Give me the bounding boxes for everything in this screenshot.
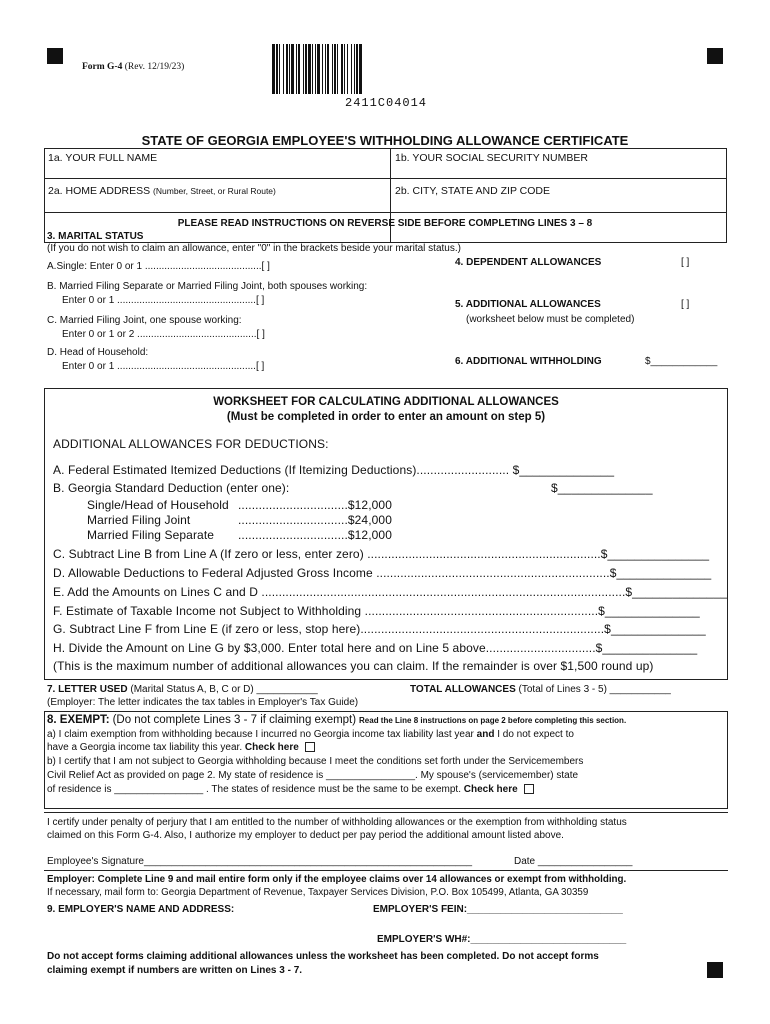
exempt-instructions: Read the Line 8 instructions on page 2 before completing this section. bbox=[359, 716, 627, 725]
marital-option-hoh[interactable]: Enter 0 or 1 ..................................................[ ] bbox=[62, 361, 265, 372]
std-deduction-mfj: Married Filing Joint bbox=[87, 513, 191, 527]
exempt-hint: (Do not complete Lines 3 - 7 if claiming exempt) bbox=[112, 714, 357, 726]
worksheet-line-c[interactable]: C. Subtract Line B from Line A (If zero or less, enter zero) ....................................................................$_______________ bbox=[53, 547, 710, 561]
barcode-bar bbox=[337, 44, 338, 94]
barcode-bar bbox=[286, 44, 288, 94]
letter-used-label: 7. LETTER USED bbox=[47, 684, 128, 695]
barcode-bar bbox=[291, 44, 294, 94]
full-name-input[interactable] bbox=[48, 163, 386, 177]
barcode-bar bbox=[289, 44, 290, 94]
instructions-banner: PLEASE READ INSTRUCTIONS ON REVERSE SIDE BEFORE COMPLETING LINES 3 – 8 bbox=[177, 218, 593, 229]
marital-option-hoh-label: D. Head of Household: bbox=[47, 347, 149, 358]
registration-mark-top-left bbox=[47, 48, 63, 64]
exempt-b-check-label: Check here bbox=[463, 784, 518, 795]
barcode-bar bbox=[334, 44, 336, 94]
full-name-label: 1a. YOUR FULL NAME bbox=[48, 152, 158, 164]
barcode-bar bbox=[341, 44, 343, 94]
worksheet-line-g[interactable]: G. Subtract Line F from Line E (if zero or less, stop here).......................................................................$______________ bbox=[53, 622, 706, 636]
exempt-a-text-2: have a Georgia income tax liability this year. bbox=[47, 742, 243, 753]
barcode-bar bbox=[344, 44, 345, 94]
worksheet-line-d[interactable]: D. Allowable Deductions to Federal Adjusted Gross Income ....................................................................$______________ bbox=[53, 566, 712, 580]
total-allowances-label: TOTAL ALLOWANCES bbox=[410, 684, 516, 695]
barcode-bar bbox=[356, 44, 358, 94]
home-address-label-line bbox=[48, 185, 276, 197]
letter-used-line bbox=[47, 684, 318, 695]
barcode-bar bbox=[276, 44, 278, 94]
barcode bbox=[270, 44, 438, 96]
dependent-allowances-input[interactable]: [ ] bbox=[681, 257, 690, 268]
marital-option-mfj-label: C. Married Filing Joint, one spouse working: bbox=[47, 315, 242, 326]
barcode-bar bbox=[308, 44, 311, 94]
barcode-bar bbox=[317, 44, 320, 94]
worksheet-note: (This is the maximum number of additional allowances you can claim. If the remainder is over $1,500 round up) bbox=[53, 659, 654, 673]
city-state-zip-input[interactable] bbox=[395, 197, 723, 211]
employer-mail-address: If necessary, mail form to: Georgia Department of Revenue, Taxpayer Services Division, P.O. Box 105499, Atlanta, GA 30359 bbox=[47, 887, 589, 898]
additional-allowances-input[interactable]: [ ] bbox=[681, 299, 690, 310]
worksheet-line-h[interactable]: H. Divide the Amount on Line G by $3,000. Enter total here and on Line 5 above................................$______________ bbox=[53, 641, 698, 655]
barcode-bar bbox=[327, 44, 329, 94]
barcode-bar bbox=[322, 44, 323, 94]
exempt-label: 8. EXEMPT: bbox=[47, 714, 110, 726]
worksheet-line-b-amount[interactable]: $______________ bbox=[551, 481, 653, 495]
certify-line-2: claimed on this Form G-4. Also, I authorize my employer to deduct per pay period the additional amount listed above. bbox=[47, 830, 564, 841]
worksheet-deductions-heading: ADDITIONAL ALLOWANCES FOR DEDUCTIONS: bbox=[53, 437, 329, 451]
employee-signature-field[interactable]: Employee's Signature___________________________________________________________ bbox=[47, 856, 473, 867]
barcode-bar bbox=[303, 44, 304, 94]
barcode-bar bbox=[359, 44, 362, 94]
barcode-bar bbox=[315, 44, 316, 94]
additional-withholding-input[interactable]: $____________ bbox=[645, 356, 718, 367]
employer-instructions: Employer: Complete Line 9 and mail entire form only if the employee claims over 14 allowances or exempt from withholding. bbox=[47, 874, 627, 885]
exempt-b-line1: b) I certify that I am not subject to Georgia withholding because I meet the conditions set forth under the Servicemembers bbox=[47, 756, 584, 767]
additional-withholding-label: 6. ADDITIONAL WITHHOLDING bbox=[455, 356, 602, 367]
marital-option-single[interactable]: A.Single: Enter 0 or 1 ..........................................[ ] bbox=[47, 261, 270, 272]
exempt-b-text[interactable]: of residence is ________________ . The states of residence must be the same to be exempt. bbox=[47, 784, 461, 795]
exempt-a-line1 bbox=[47, 729, 574, 740]
signature-date-field[interactable]: Date _________________ bbox=[514, 856, 633, 867]
worksheet-title: WORKSHEET FOR CALCULATING ADDITIONAL ALLOWANCES bbox=[213, 396, 559, 408]
employer-wh-field[interactable]: EMPLOYER'S WH#:____________________________ bbox=[377, 934, 627, 945]
exempt-b-line3 bbox=[47, 784, 534, 795]
exempt-a-text-end: I do not expect to bbox=[494, 729, 574, 740]
barcode-bar bbox=[298, 44, 300, 94]
home-address-hint: (Number, Street, or Rural Route) bbox=[153, 186, 276, 196]
footer-warning-line-2: claiming exempt if numbers are written on Lines 3 - 7. bbox=[47, 965, 303, 976]
exempt-a-check-label: Check here bbox=[244, 742, 299, 753]
exempt-a-checkbox[interactable] bbox=[305, 742, 315, 752]
std-deduction-single: Single/Head of Household bbox=[87, 498, 229, 512]
ssn-label: 1b. YOUR SOCIAL SECURITY NUMBER bbox=[395, 152, 588, 164]
total-allowances-input[interactable]: (Total of Lines 3 - 5) ___________ bbox=[518, 684, 671, 695]
std-deduction-mfj-amount: ................................$24,000 bbox=[238, 513, 392, 527]
marital-option-mfs[interactable]: Enter 0 or 1 ..................................................[ ] bbox=[62, 295, 265, 306]
marital-option-mfj[interactable]: Enter 0 or 1 or 2 ...........................................[ ] bbox=[62, 329, 265, 340]
letter-used-input[interactable]: (Marital Status A, B, C or D) ___________ bbox=[130, 684, 318, 695]
barcode-bar bbox=[332, 44, 333, 94]
registration-mark-top-right bbox=[707, 48, 723, 64]
additional-allowances-note: (worksheet below must be completed) bbox=[466, 314, 635, 325]
total-allowances-line bbox=[410, 684, 671, 695]
home-address-input[interactable] bbox=[48, 197, 386, 211]
barcode-bar bbox=[296, 44, 297, 94]
marital-status-note: (If you do not wish to claim an allowance, enter "0" in the brackets beside your marital status.) bbox=[47, 243, 461, 254]
marital-option-mfs-label: B. Married Filing Separate or Married Filing Joint, both spouses working: bbox=[47, 281, 368, 292]
barcode-bar bbox=[347, 44, 348, 94]
barcode-bar bbox=[351, 44, 352, 94]
worksheet-line-a[interactable]: A. Federal Estimated Itemized Deductions (If Itemizing Deductions)........................... $______________ bbox=[53, 463, 615, 477]
worksheet-subtitle: (Must be completed in order to enter an amount on step 5) bbox=[226, 411, 546, 423]
barcode-bar bbox=[325, 44, 326, 94]
std-deduction-single-amount: ................................$12,000 bbox=[238, 498, 392, 512]
exempt-a-text: a) I claim exemption from withholding because I incurred no Georgia income tax liability last year bbox=[47, 729, 477, 740]
form-id-line bbox=[82, 62, 184, 72]
additional-allowances-label: 5. ADDITIONAL ALLOWANCES bbox=[455, 299, 601, 310]
footer-warning-line-1: Do not accept forms claiming additional allowances unless the worksheet has been completed. Do not accept forms bbox=[47, 951, 599, 962]
barcode-bar bbox=[272, 44, 275, 94]
exempt-heading-line bbox=[47, 714, 626, 726]
employer-letter-note: (Employer: The letter indicates the tax tables in Employer's Tax Guide) bbox=[47, 697, 359, 708]
exempt-a-and: and bbox=[476, 729, 495, 740]
barcode-bar bbox=[354, 44, 355, 94]
barcode-number: 2411C04014 bbox=[345, 96, 428, 110]
std-deduction-mfs: Married Filing Separate bbox=[87, 528, 215, 542]
exempt-b-checkbox[interactable] bbox=[524, 784, 534, 794]
dependent-allowances-label: 4. DEPENDENT ALLOWANCES bbox=[455, 257, 602, 268]
certify-line-1: I certify under penalty of perjury that I am entitled to the number of withholding allowances or the exemption from withholding status bbox=[47, 817, 627, 828]
worksheet-line-e[interactable]: E. Add the Amounts on Lines C and D ..........................................................................................................$______________ bbox=[53, 585, 728, 599]
std-deduction-mfs-amount: ................................$12,000 bbox=[238, 528, 392, 542]
form-title: STATE OF GEORGIA EMPLOYEE'S WITHHOLDING ALLOWANCE CERTIFICATE bbox=[141, 133, 629, 148]
ssn-input[interactable] bbox=[395, 163, 723, 177]
exempt-b-line2[interactable]: Civil Relief Act as provided on page 2. My state of residence is ________________. My spouse's (servicemember) state bbox=[47, 770, 579, 781]
barcode-bar bbox=[283, 44, 284, 94]
barcode-bar bbox=[305, 44, 307, 94]
form-revision: (Rev. 12/19/23) bbox=[124, 62, 185, 72]
worksheet-line-f[interactable]: F. Estimate of Taxable Income not Subject to Withholding ....................................................................$______________ bbox=[53, 604, 700, 618]
employer-fein-field[interactable]: EMPLOYER'S FEIN:____________________________ bbox=[373, 904, 623, 915]
form-id: Form G-4 bbox=[82, 62, 123, 72]
employer-name-label: 9. EMPLOYER'S NAME AND ADDRESS: bbox=[47, 904, 235, 915]
exempt-a-line2 bbox=[47, 742, 315, 753]
home-address-label: 2a. HOME ADDRESS bbox=[48, 185, 151, 197]
city-state-zip-label: 2b. CITY, STATE AND ZIP CODE bbox=[395, 185, 551, 197]
worksheet-line-b: B. Georgia Standard Deduction (enter one): bbox=[53, 481, 290, 495]
marital-status-heading: 3. MARITAL STATUS bbox=[47, 231, 144, 242]
registration-mark-bottom-right bbox=[707, 962, 723, 978]
barcode-bar bbox=[279, 44, 280, 94]
barcode-bar bbox=[312, 44, 313, 94]
